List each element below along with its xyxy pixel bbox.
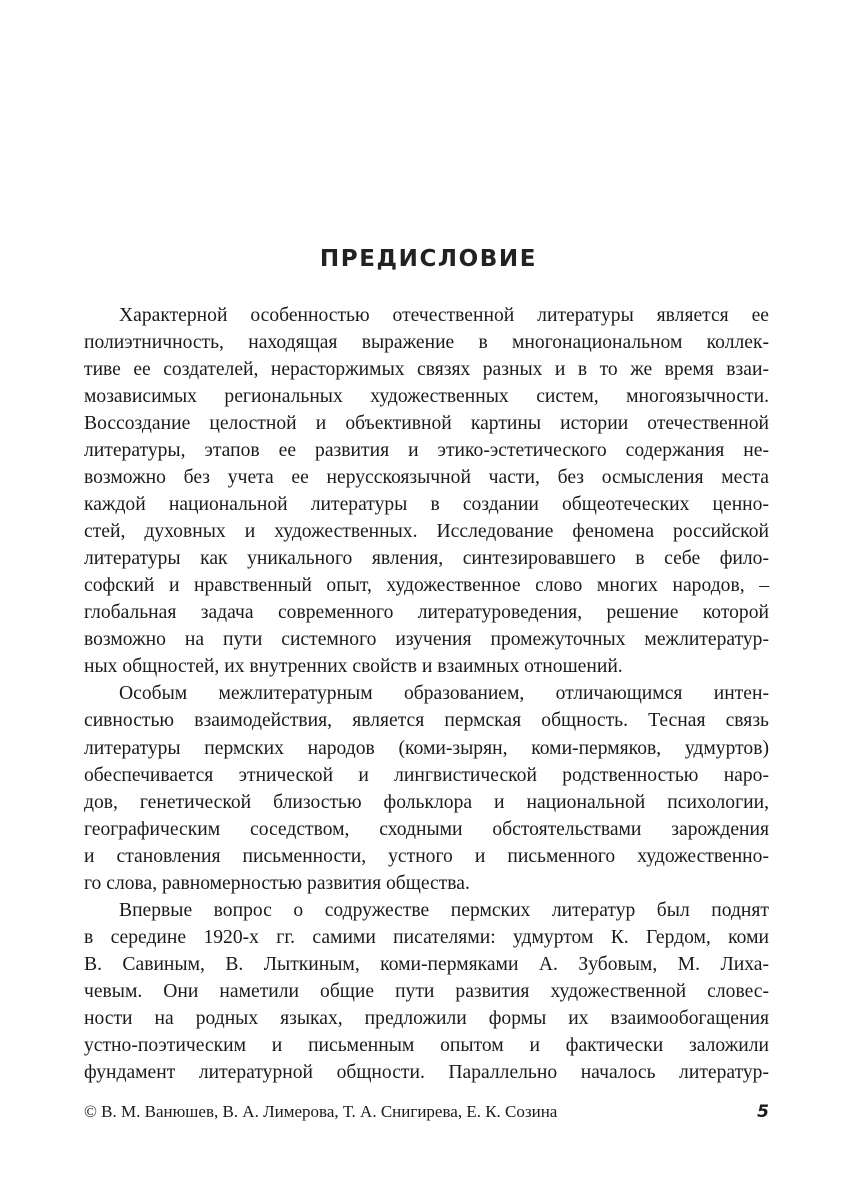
copyright-notice: © В. М. Ванюшев, В. А. Лимерова, Т. А. Снигирева, Е. К. Созина (84, 1102, 558, 1121)
text-line: литературы, этапов ее развития и этико-эстетического содержания не- (84, 440, 769, 462)
text-line: ных общностей, их внутренних свойств и взаимных отношений. (84, 656, 623, 678)
text-line: Особым межлитературным образованием, отличающимся интен- (119, 683, 769, 705)
page-footer (84, 1100, 769, 1124)
text-line: фундамент литературной общности. Параллельно началось литератур- (84, 1061, 769, 1083)
text-line: го слова, равномерностью развития общества. (84, 872, 470, 894)
text-line: полиэтничность, находящая выражение в многонациональном коллек- (84, 332, 769, 354)
text-line: дов, генетической близостью фольклора и национальной психологии, (84, 791, 769, 813)
text-line: устно-поэтическим и письменным опытом и фактически заложили (84, 1034, 769, 1056)
text-line: каждой национальной литературы в создании общеотеческих ценно- (84, 494, 769, 516)
text-line: тиве ее создателей, нерасторжимых связях разных и в то же время взаи- (84, 359, 769, 381)
page-title: ПРЕДИСЛОВИЕ (319, 246, 538, 272)
paragraph (84, 680, 769, 896)
text-line: возможно без учета ее нерусскоязычной части, без осмысления места (84, 467, 769, 489)
text-line: возможно на пути системного изучения промежуточных межлитератур- (84, 629, 769, 651)
paragraph (84, 897, 769, 1086)
text-line: обеспечивается этнической и лингвистической родственностью наро- (84, 764, 769, 786)
text-line: Характерной особенностью отечественной литературы является ее (119, 305, 769, 326)
text-line: софский и нравственный опыт, художественное слово многих народов, – (84, 575, 769, 597)
text-line: стей, духовных и художественных. Исследование феномена российской (84, 521, 769, 543)
text-line: и становления письменности, устного и письменного художественно- (84, 845, 769, 867)
body-text (84, 302, 769, 1086)
text-line: Впервые вопрос о содружестве пермских литератур был поднят (119, 899, 769, 921)
text-line: Воссоздание целостной и объективной картины истории отечественной (84, 413, 769, 435)
paragraph (84, 302, 769, 680)
text-line: сивностью взаимодействия, является пермская общность. Тесная связь (84, 710, 769, 732)
text-line: мозависимых региональных художественных систем, многоязычности. (84, 386, 769, 408)
text-line: литературы как уникального явления, синтезировавшего в себе фило- (84, 548, 769, 570)
text-line: В. Савиным, В. Лыткиным, коми-пермяками А. Зубовым, М. Лиха- (84, 953, 769, 975)
text-line: в середине 1920-х гг. самими писателями: удмуртом К. Гердом, коми (84, 926, 769, 948)
text-line: чевым. Они наметили общие пути развития художественной словес- (84, 980, 769, 1002)
text-line: литературы пермских народов (коми-зырян, коми-пермяков, удмуртов) (84, 737, 769, 759)
text-line: ности на родных языках, предложили формы их взаимообогащения (84, 1007, 769, 1029)
text-line: географическим соседством, сходными обстоятельствами зарождения (84, 818, 769, 840)
text-line: глобальная задача современного литературоведения, решение которой (84, 602, 769, 624)
page-number: 5 (757, 1102, 769, 1122)
